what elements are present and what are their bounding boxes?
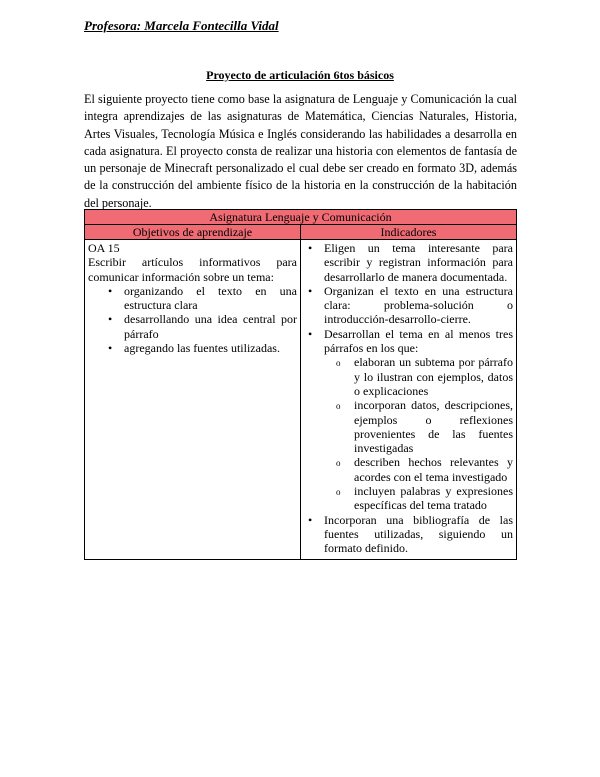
subject-header-row xyxy=(85,210,517,225)
objective-list xyxy=(88,284,297,355)
objective-text: Escribir artículos informativos para comunicar información sobre un tema: xyxy=(88,255,297,284)
list-item: • Organizan el texto en una estructura clara: problema-solución o introducción-desarrollo-cierre. xyxy=(304,284,513,327)
column-header-row xyxy=(85,225,517,240)
indicators-column-header: Indicadores xyxy=(301,225,517,240)
sub-list-item: o describen hechos relevantes y acordes con el tema investigado xyxy=(330,455,513,484)
sub-indicator-list xyxy=(330,355,513,512)
list-item: • agregando las fuentes utilizadas. xyxy=(88,341,297,355)
indicator-list xyxy=(304,241,513,556)
teacher-name: Profesora: Marcela Fontecilla Vidal xyxy=(84,18,279,33)
intro-paragraph: El siguiente proyecto tiene como base la asignatura de Lenguaje y Comunicación la cual integra aprendizajes de las asignaturas de Matemática, Ciencias Naturales, Historia, Artes Visuales, Tecnología Música e Inglés considerando las habilidades a desarrolla en cada asignatura. El proyecto consta de realizar una historia con elementos de fantasía de un personaje de Minecraft personalizado el cual debe ser creado en formato 3D, además de la construcción del ambiente físico de la historia en la construcción de la habitación del personaje. xyxy=(84,92,517,210)
list-item: • organizando el texto en una estructura clara xyxy=(88,284,297,313)
objectives-cell xyxy=(85,240,301,560)
list-item: • desarrollando una idea central por párrafo xyxy=(88,312,297,341)
objective-code: OA 15 xyxy=(88,241,120,255)
curriculum-table xyxy=(84,209,517,560)
indicator-text: Desarrollan el tema en al menos tres párrafos en los que: xyxy=(324,326,513,356)
content-row xyxy=(85,240,517,560)
sub-list-item: o incluyen palabras y expresiones específicas del tema tratado xyxy=(330,484,513,513)
list-item: • Eligen un tema interesante para escribir y registran información para desarrollarlo de manera documentada. xyxy=(304,241,513,284)
objectives-column-header: Objetivos de aprendizaje xyxy=(85,225,301,240)
indicators-cell xyxy=(301,240,517,560)
list-item: • Incorporan una bibliografía de las fuentes utilizadas, siguiendo un formato definido. xyxy=(304,513,513,556)
sub-list-item: o elaboran un subtema por párrafo y lo ilustran con ejemplos, datos o explicaciones xyxy=(330,355,513,398)
list-item xyxy=(304,327,513,513)
subject-header: Asignatura Lenguaje y Comunicación xyxy=(85,210,517,225)
document-title: Proyecto de articulación 6tos básicos xyxy=(206,68,394,82)
sub-list-item: o incorporan datos, descripciones, ejemplos o reflexiones provenientes de las fuentes investigadas xyxy=(330,398,513,455)
